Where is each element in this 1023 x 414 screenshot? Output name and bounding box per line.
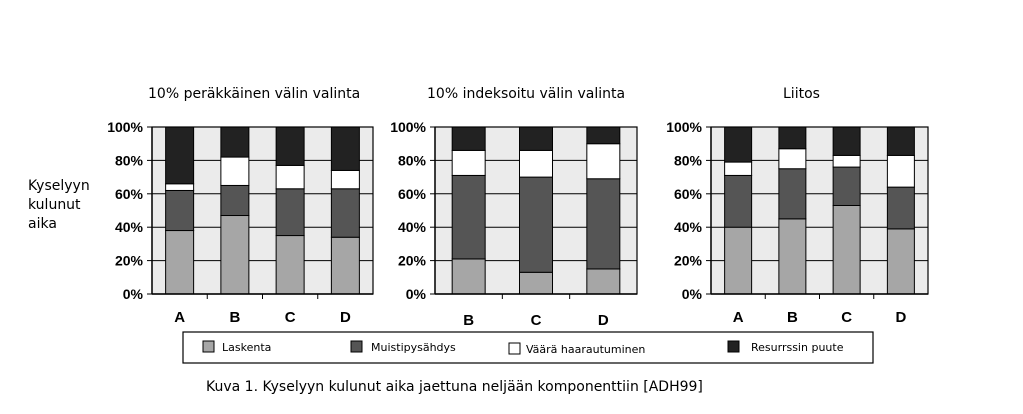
bar-segment-muistipysahdys-c [520, 177, 553, 272]
bar-segment-muistipysahdys-d [887, 187, 914, 229]
y-axis-label-line-2: kulunut [28, 197, 81, 213]
bar-segment-laskenta-b [452, 259, 485, 294]
x-category-label: B [463, 312, 475, 329]
bar-segment-muistipysahdys-c [833, 167, 860, 205]
x-category-label: D [597, 312, 609, 329]
y-axis-label [28, 178, 90, 232]
legend [183, 332, 873, 363]
y-tick-label: 0% [405, 286, 426, 302]
bar-segment-laskenta-a [725, 227, 752, 294]
bar-segment-muistipysahdys-c [276, 189, 304, 236]
bar-segment-vaara-haarautuminen-b [779, 149, 806, 169]
y-tick-label: 0% [681, 286, 702, 302]
bar-segment-laskenta-b [779, 219, 806, 294]
bar-segment-laskenta-d [587, 269, 620, 294]
bar-segment-muistipysahdys-a [725, 175, 752, 227]
bar-segment-resurrssin-puute-d [587, 127, 620, 144]
bar-segment-vaara-haarautuminen-a [725, 162, 752, 175]
y-tick-label: 60% [397, 185, 426, 202]
bar-segment-vaara-haarautuminen-d [331, 170, 359, 188]
y-tick-label: 60% [114, 185, 143, 202]
chart-title: 10% peräkkäinen välin valinta [148, 86, 361, 102]
x-category-label: D [339, 309, 351, 326]
y-tick-label: 80% [673, 152, 702, 169]
bar-segment-resurrssin-puute-c [520, 127, 553, 150]
bar-segment-vaara-haarautuminen-d [587, 144, 620, 179]
bar-segment-vaara-haarautuminen-c [833, 155, 860, 167]
legend-item-laskenta [203, 341, 271, 354]
bar-segment-vaara-haarautuminen-a [166, 184, 194, 191]
x-category-label: D [895, 309, 907, 326]
y-tick-label: 40% [397, 219, 426, 236]
bar-segment-laskenta-b [221, 216, 249, 294]
x-category-label: A [174, 309, 186, 326]
y-tick-label: 60% [673, 185, 702, 202]
bar-segment-resurrssin-puute-c [276, 127, 304, 165]
bar-segment-muistipysahdys-b [452, 175, 485, 259]
x-category-label: B [786, 309, 798, 326]
bar-segment-resurrssin-puute-c [833, 127, 860, 155]
y-tick-label: 100% [390, 119, 426, 135]
bar-segment-vaara-haarautuminen-b [452, 150, 485, 175]
bar-segment-muistipysahdys-d [331, 189, 359, 237]
legend-label-vaara-haarautuminen: Väärä haarautuminen [526, 343, 646, 356]
chart-10-indeksoitu-valin-valinta [390, 86, 637, 329]
legend-label-laskenta: Laskenta [222, 341, 272, 354]
bar-segment-laskenta-c [520, 272, 553, 294]
legend-label-muistipysahdys: Muistipysähdys [371, 341, 456, 354]
y-tick-label: 80% [397, 152, 426, 169]
bar-segment-resurrssin-puute-a [166, 127, 194, 184]
bar-segment-laskenta-c [276, 236, 304, 294]
x-category-label: C [841, 309, 853, 326]
bar-segment-muistipysahdys-a [166, 190, 194, 230]
bar-segment-vaara-haarautuminen-b [221, 157, 249, 185]
bar-segment-laskenta-d [331, 237, 359, 294]
bar-segment-resurrssin-puute-a [725, 127, 752, 162]
bar-segment-resurrssin-puute-b [452, 127, 485, 150]
y-tick-label: 100% [666, 119, 702, 135]
y-tick-label: 20% [397, 252, 426, 269]
legend-swatch-resurrssin-puute [728, 341, 739, 352]
x-category-label: A [732, 309, 744, 326]
x-category-label: B [229, 309, 241, 326]
x-category-label: C [284, 309, 296, 326]
chart-liitos [666, 86, 928, 326]
y-tick-label: 100% [107, 119, 143, 135]
legend-item-vaara-haarautuminen [509, 343, 645, 356]
legend-swatch-muistipysahdys [351, 341, 362, 352]
bar-segment-vaara-haarautuminen-c [276, 165, 304, 188]
y-axis-label-line-1: Kyselyyn [28, 178, 90, 194]
legend-label-resurrssin-puute: Resurrssin puute [751, 341, 844, 354]
bar-segment-resurrssin-puute-b [779, 127, 806, 149]
y-tick-label: 40% [673, 219, 702, 236]
y-tick-label: 0% [122, 286, 143, 302]
bar-segment-vaara-haarautuminen-d [887, 155, 914, 187]
bar-segment-laskenta-d [887, 229, 914, 294]
bar-segment-muistipysahdys-d [587, 179, 620, 269]
chart-panels [107, 86, 928, 329]
chart-title: 10% indeksoitu välin valinta [427, 86, 626, 102]
bar-segment-laskenta-a [166, 231, 194, 294]
bar-segment-resurrssin-puute-b [221, 127, 249, 157]
x-category-label: C [530, 312, 542, 329]
figure-caption: Kuva 1. Kyselyyn kulunut aika jaettuna neljään komponenttiin [ADH99] [206, 379, 703, 395]
bar-segment-laskenta-c [833, 205, 860, 294]
y-axis-label-line-3: aika [28, 216, 57, 232]
legend-swatch-laskenta [203, 341, 214, 352]
y-tick-label: 20% [114, 252, 143, 269]
bar-segment-muistipysahdys-b [779, 169, 806, 219]
bar-segment-vaara-haarautuminen-c [520, 150, 553, 177]
y-tick-label: 80% [114, 152, 143, 169]
y-tick-label: 40% [114, 219, 143, 236]
bar-segment-muistipysahdys-b [221, 185, 249, 215]
legend-swatch-vaara-haarautuminen [509, 343, 520, 354]
bar-segment-resurrssin-puute-d [887, 127, 914, 155]
chart-10-perakkainen-valin-valinta [107, 86, 373, 326]
chart-title: Liitos [783, 86, 820, 102]
bar-segment-resurrssin-puute-d [331, 127, 359, 170]
y-tick-label: 20% [673, 252, 702, 269]
